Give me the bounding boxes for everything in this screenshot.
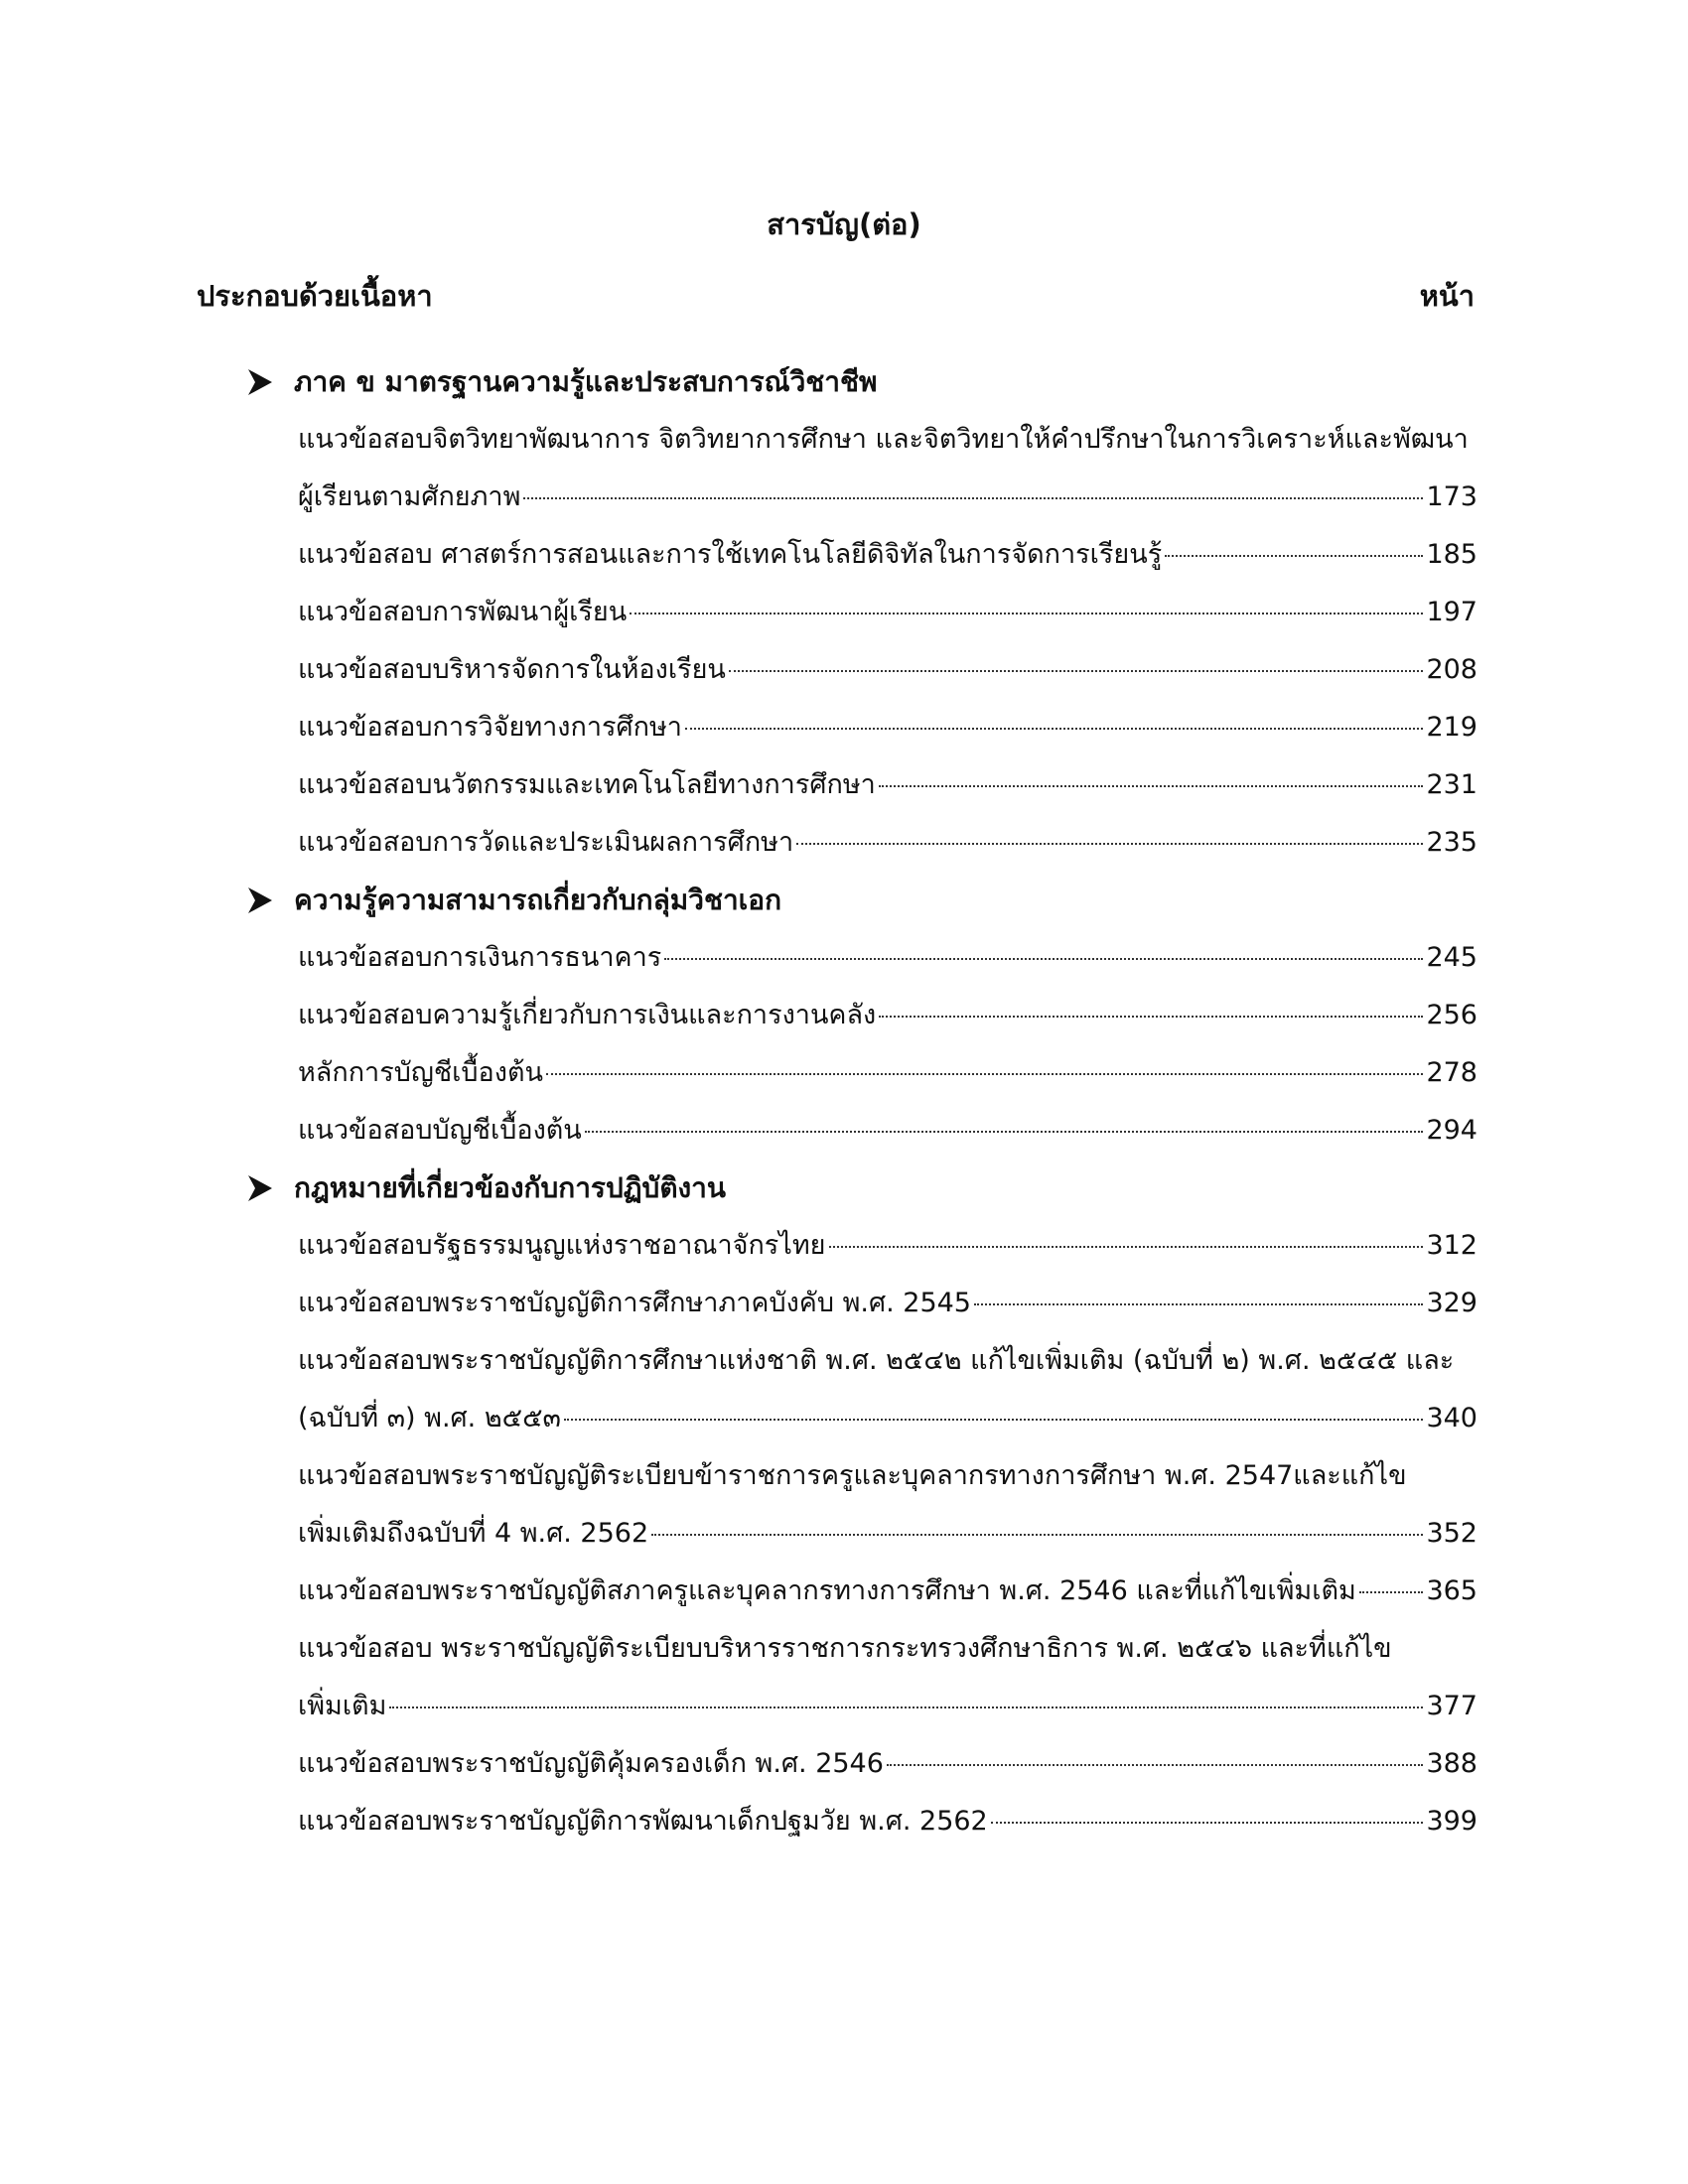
toc-page-number: 312 bbox=[1426, 1230, 1477, 1261]
toc-page-number: 173 bbox=[1426, 481, 1477, 512]
toc-entry bbox=[246, 987, 1477, 1044]
toc-page-number: 388 bbox=[1426, 1748, 1477, 1779]
toc-page-number: 278 bbox=[1426, 1057, 1477, 1088]
arrow-right-icon bbox=[246, 886, 274, 915]
toc-entry bbox=[246, 814, 1477, 872]
toc-entry-text: แนวข้อสอบ พระราชบัญญัติระเบียบบริหารราชการกระทรวงศึกษาธิการ พ.ศ. ๒๕๔๖ และที่แก้ไข bbox=[298, 1633, 1392, 1664]
toc-entry-text: แนวข้อสอบ ศาสตร์การสอนและการใช้เทคโนโลยีดิจิทัลในการจัดการเรียนรู้ bbox=[298, 539, 1163, 570]
toc-entry bbox=[246, 1217, 1477, 1275]
toc-page-number: 231 bbox=[1426, 769, 1477, 800]
toc-section-heading bbox=[246, 1160, 1477, 1217]
dot-leader bbox=[630, 613, 1423, 614]
dot-leader bbox=[651, 1534, 1423, 1536]
toc-entry-text: แนวข้อสอบนวัตกรรมและเทคโนโลยีทางการศึกษา bbox=[298, 769, 876, 800]
toc-entry bbox=[246, 469, 1477, 526]
dot-leader bbox=[1359, 1591, 1424, 1593]
toc-entry bbox=[246, 929, 1477, 987]
toc-entry bbox=[246, 526, 1477, 584]
toc-entry-text: แนวข้อสอบบริหารจัดการในห้องเรียน bbox=[298, 654, 726, 685]
toc-entry-continued bbox=[246, 1620, 1477, 1678]
toc-entry bbox=[246, 1390, 1477, 1447]
toc-entry bbox=[246, 584, 1477, 641]
toc-entry-text: แนวข้อสอบพระราชบัญญัติการศึกษาภาคบังคับ พ.ศ. 2545 bbox=[298, 1288, 971, 1318]
toc-entry bbox=[246, 1505, 1477, 1563]
toc-entry-text: แนวข้อสอบจิตวิทยาพัฒนาการ จิตวิทยาการศึกษา และจิตวิทยาให้คำปรึกษาในการวิเคราะห์และพัฒนา bbox=[298, 424, 1469, 455]
dot-leader bbox=[389, 1706, 1423, 1708]
dot-leader bbox=[585, 1131, 1424, 1133]
toc-page-number: 340 bbox=[1426, 1403, 1477, 1433]
toc-entry-text: แนวข้อสอบการเงินการธนาคาร bbox=[298, 942, 662, 973]
toc-entry-continued bbox=[246, 1332, 1477, 1390]
toc-page-number: 352 bbox=[1426, 1518, 1477, 1549]
dot-leader bbox=[729, 670, 1424, 672]
dot-leader bbox=[564, 1419, 1423, 1421]
toc-entry-text: แนวข้อสอบการพัฒนาผู้เรียน bbox=[298, 597, 628, 627]
toc-entry bbox=[246, 1735, 1477, 1793]
toc-entry bbox=[246, 1563, 1477, 1620]
toc-page-number: 245 bbox=[1426, 942, 1477, 973]
toc-page-number: 377 bbox=[1426, 1691, 1477, 1721]
toc-entry-text: เพิ่มเติมถึงฉบับที่ 4 พ.ศ. 2562 bbox=[298, 1518, 649, 1549]
dot-leader bbox=[879, 1016, 1423, 1018]
toc-entry-text: (ฉบับที่ ๓) พ.ศ. ๒๕๕๓ bbox=[298, 1403, 561, 1433]
dot-leader bbox=[523, 497, 1423, 499]
toc-entry-continued bbox=[246, 1447, 1477, 1505]
toc-entry-text: ผู้เรียนตามศักยภาพ bbox=[298, 481, 521, 512]
dot-leader bbox=[829, 1246, 1424, 1248]
toc-page-number: 185 bbox=[1426, 539, 1477, 570]
toc-page-number: 197 bbox=[1426, 597, 1477, 627]
dot-leader bbox=[991, 1822, 1424, 1824]
toc-entry bbox=[246, 641, 1477, 699]
toc-page-number: 365 bbox=[1426, 1575, 1477, 1606]
contents-heading: ประกอบด้วยเนื้อหา bbox=[197, 279, 433, 313]
toc-entry bbox=[246, 699, 1477, 756]
arrow-right-icon bbox=[246, 1173, 274, 1203]
toc-page-number: 235 bbox=[1426, 827, 1477, 858]
toc-header bbox=[197, 274, 1475, 318]
toc-entry-text: แนวข้อสอบการวิจัยทางการศึกษา bbox=[298, 712, 682, 743]
table-of-contents bbox=[246, 353, 1477, 1850]
dot-leader bbox=[974, 1303, 1423, 1305]
toc-entry-continued bbox=[246, 411, 1477, 469]
toc-page-number: 219 bbox=[1426, 712, 1477, 743]
toc-entry-text: หลักการบัญชีเบื้องต้น bbox=[298, 1057, 543, 1088]
toc-page-number: 294 bbox=[1426, 1115, 1477, 1146]
toc-entry bbox=[246, 756, 1477, 814]
toc-entry bbox=[246, 1793, 1477, 1850]
dot-leader bbox=[664, 958, 1423, 960]
section-title: กฎหมายที่เกี่ยวข้องกับการปฏิบัติงาน bbox=[294, 1171, 727, 1204]
toc-entry-text: แนวข้อสอบพระราชบัญญัติระเบียบข้าราชการครูและบุคลากรทางการศึกษา พ.ศ. 2547และแก้ไข bbox=[298, 1460, 1407, 1491]
dot-leader bbox=[796, 843, 1423, 845]
toc-entry-text: แนวข้อสอบพระราชบัญญัติคุ้มครองเด็ก พ.ศ. 2546 bbox=[298, 1748, 884, 1779]
toc-entry bbox=[246, 1678, 1477, 1735]
toc-entry bbox=[246, 1102, 1477, 1160]
toc-page-number: 329 bbox=[1426, 1288, 1477, 1318]
dot-leader bbox=[887, 1764, 1424, 1766]
toc-page-number: 399 bbox=[1426, 1806, 1477, 1837]
toc-section-heading bbox=[246, 872, 1477, 929]
toc-entry-text: เพิ่มเติม bbox=[298, 1691, 387, 1721]
toc-entry-text: แนวข้อสอบรัฐธรรมนูญแห่งราชอาณาจักรไทย bbox=[298, 1230, 826, 1261]
toc-page-number: 208 bbox=[1426, 654, 1477, 685]
toc-entry bbox=[246, 1044, 1477, 1102]
dot-leader bbox=[685, 728, 1424, 730]
toc-entry-text: แนวข้อสอบพระราชบัญญัติสภาครูและบุคลากรทางการศึกษา พ.ศ. 2546 และที่แก้ไขเพิ่มเติม bbox=[298, 1575, 1356, 1606]
dot-leader bbox=[546, 1073, 1424, 1075]
section-title: ภาค ข มาตรฐานความรู้และประสบการณ์วิชาชีพ bbox=[294, 365, 878, 398]
toc-entry-text: แนวข้อสอบบัญชีเบื้องต้น bbox=[298, 1115, 582, 1146]
toc-entry-text: แนวข้อสอบพระราชบัญญัติการศึกษาแห่งชาติ พ.ศ. ๒๕๔๒ แก้ไขเพิ่มเติม (ฉบับที่ ๒) พ.ศ. ๒๕๔๕ และ bbox=[298, 1345, 1455, 1376]
page-title: สารบัญ(ต่อ) bbox=[767, 207, 921, 241]
toc-entry-text: แนวข้อสอบการวัดและประเมินผลการศึกษา bbox=[298, 827, 794, 858]
arrow-right-icon bbox=[246, 367, 274, 397]
toc-entry-text: แนวข้อสอบพระราชบัญญัติการพัฒนาเด็กปฐมวัย พ.ศ. 2562 bbox=[298, 1806, 988, 1837]
dot-leader bbox=[1165, 555, 1423, 557]
toc-entry-text: แนวข้อสอบความรู้เกี่ยวกับการเงินและการงานคลัง bbox=[298, 1000, 877, 1030]
toc-page-number: 256 bbox=[1426, 1000, 1477, 1030]
page-column-heading: หน้า bbox=[1419, 279, 1475, 313]
dot-leader bbox=[879, 785, 1424, 787]
toc-entry bbox=[246, 1275, 1477, 1332]
section-title: ความรู้ความสามารถเกี่ยวกับกลุ่มวิชาเอก bbox=[294, 884, 782, 916]
toc-section-heading bbox=[246, 353, 1477, 411]
